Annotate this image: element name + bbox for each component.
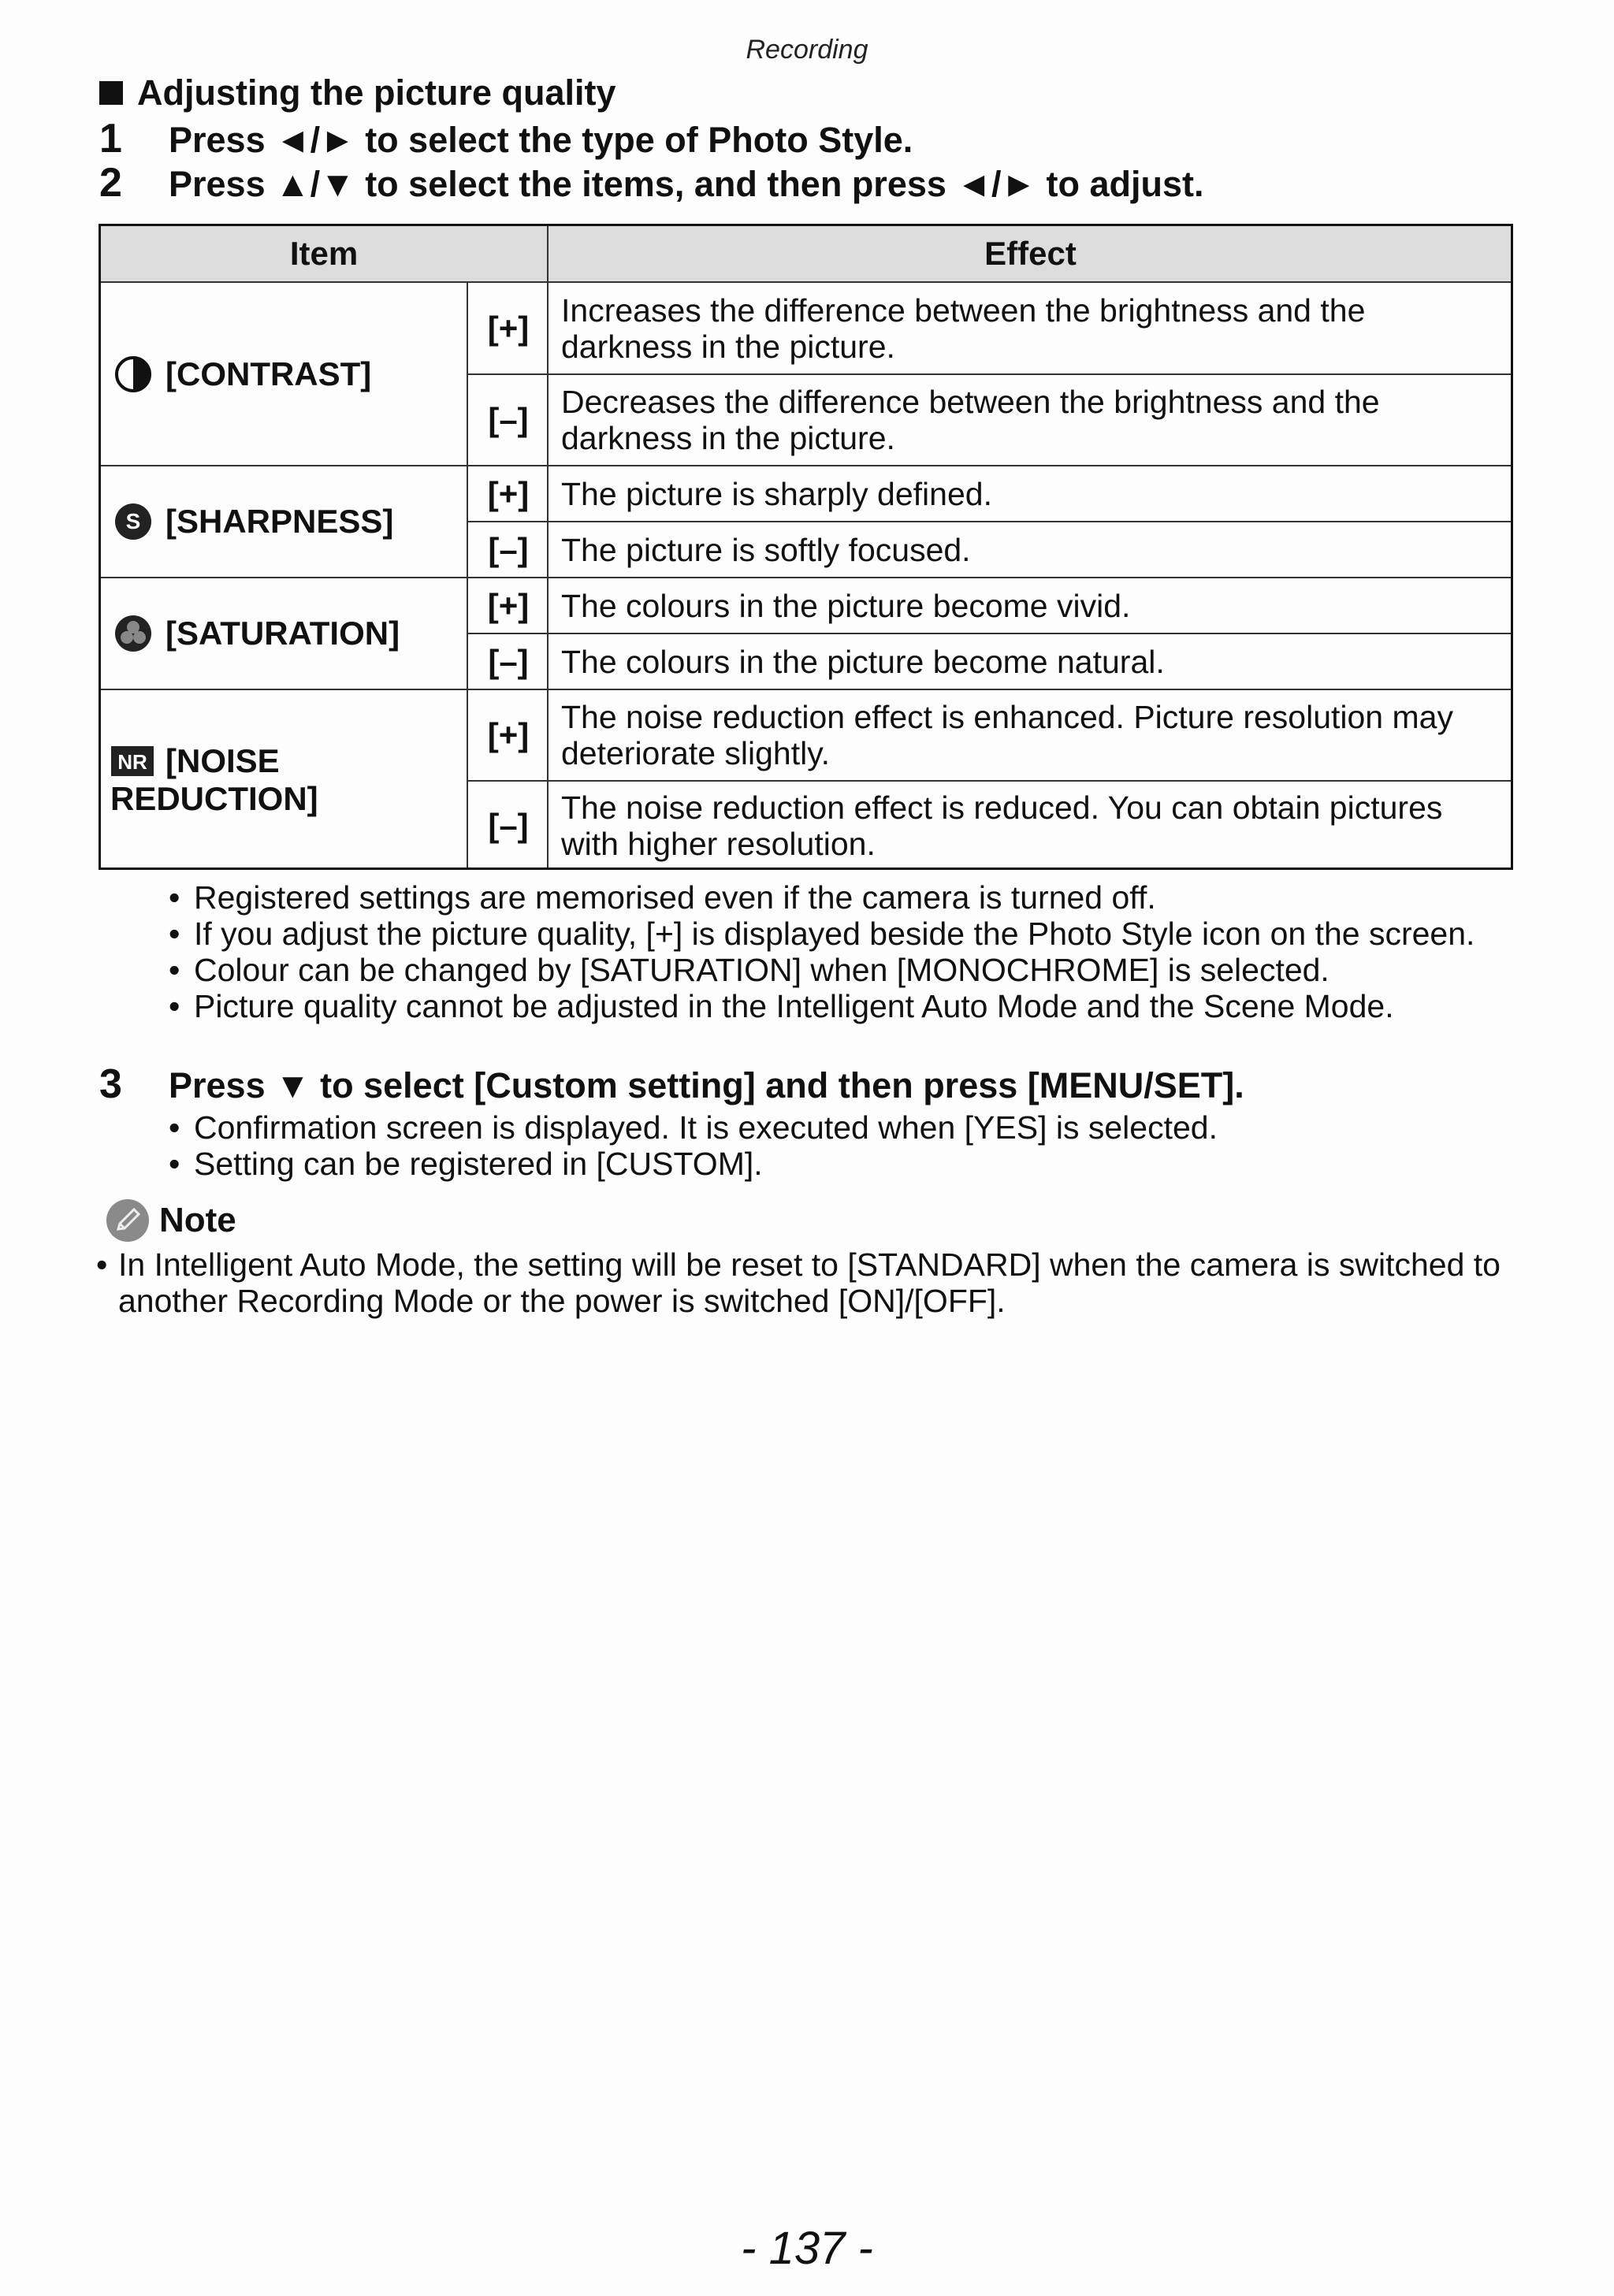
step-text: Press ▲/▼ to select the items, and then press ◄/► to adjust. bbox=[169, 164, 1204, 204]
plus-sign: [+] bbox=[487, 474, 530, 512]
plus-sign: [+] bbox=[487, 586, 530, 624]
step-number: 2 bbox=[99, 160, 122, 206]
table-row-saturation bbox=[101, 578, 467, 689]
svg-text:S: S bbox=[125, 509, 141, 533]
minus-sign: [–] bbox=[488, 401, 529, 438]
note-heading bbox=[104, 1198, 236, 1243]
item-label-line2: REDUCTION] bbox=[110, 780, 318, 817]
step-text: Press ▼ to select [Custom setting] and then press [MENU/SET]. bbox=[169, 1065, 1244, 1105]
section-title-text: Adjusting the picture quality bbox=[137, 72, 616, 113]
step-3 bbox=[99, 1061, 1244, 1108]
effect-text: The noise reduction effect is reduced. You can obtain pictures with higher resolution. bbox=[561, 789, 1443, 862]
pencil-note-icon bbox=[104, 1198, 151, 1243]
note-label: Note bbox=[159, 1201, 236, 1239]
effect-text: The colours in the picture become vivid. bbox=[561, 587, 1131, 624]
saturation-icon bbox=[113, 614, 153, 653]
note-text: • In Intelligent Auto Mode, the setting will be reset to [STANDARD] when the camera is switched to another Recording Mode or the power is switched [ON]/[OFF]. bbox=[96, 1246, 1501, 1319]
minus-sign: [–] bbox=[488, 807, 529, 844]
effect-text: The colours in the picture become natural. bbox=[561, 643, 1165, 680]
effect-text: The noise reduction effect is enhanced. Picture resolution may deteriorate slightly. bbox=[561, 699, 1453, 771]
square-bullet-icon bbox=[99, 81, 123, 105]
plus-sign: [+] bbox=[487, 716, 530, 753]
effect-text: Decreases the difference between the brightness and the darkness in the picture. bbox=[561, 384, 1380, 456]
list-item: • Picture quality cannot be adjusted in the Intelligent Auto Mode and the Scene Mode. bbox=[169, 988, 1394, 1024]
bullet-list-custom bbox=[169, 1109, 1524, 1182]
step-1 bbox=[99, 115, 913, 162]
item-label: [SATURATION] bbox=[165, 615, 400, 652]
effect-text: The picture is sharply defined. bbox=[561, 475, 992, 512]
bullet-list-settings bbox=[169, 879, 1524, 1024]
minus-sign: [–] bbox=[488, 642, 529, 680]
item-label: [SHARPNESS] bbox=[165, 503, 394, 540]
table-row-noise-reduction bbox=[101, 690, 467, 870]
column-header-item: Item bbox=[289, 235, 359, 272]
step-number: 1 bbox=[99, 116, 122, 162]
svg-text:NR: NR bbox=[117, 750, 147, 774]
minus-sign: [–] bbox=[488, 530, 529, 568]
table-row-contrast bbox=[101, 283, 467, 465]
table-row-sharpness bbox=[101, 466, 467, 577]
list-item: • Confirmation screen is displayed. It is executed when [YES] is selected. bbox=[169, 1109, 1218, 1146]
photo-style-adjust-table bbox=[99, 224, 1513, 870]
step-number: 3 bbox=[99, 1061, 122, 1107]
page-number: - 137 - bbox=[741, 2223, 873, 2274]
noise-reduction-icon bbox=[110, 745, 154, 777]
running-head: Recording bbox=[746, 35, 868, 65]
section-title bbox=[99, 72, 616, 113]
effect-text: The picture is softly focused. bbox=[561, 531, 971, 568]
effect-text: Increases the difference between the brightness and the darkness in the picture. bbox=[561, 292, 1366, 365]
list-item: • Colour can be changed by [SATURATION] when [MONOCHROME] is selected. bbox=[169, 952, 1330, 988]
step-2 bbox=[99, 159, 1203, 206]
step-text: Press ◄/► to select the type of Photo Style. bbox=[169, 120, 913, 160]
plus-sign: [+] bbox=[487, 309, 530, 347]
item-label: [CONTRAST] bbox=[165, 355, 372, 392]
column-header-effect: Effect bbox=[984, 235, 1077, 272]
list-item: • Registered settings are memorised even if the camera is turned off. bbox=[169, 879, 1156, 916]
sharpness-icon bbox=[113, 502, 153, 541]
contrast-icon bbox=[113, 355, 153, 394]
item-label: [NOISE bbox=[165, 742, 280, 779]
list-item: • If you adjust the picture quality, [+] is displayed beside the Photo Style icon on the screen. bbox=[169, 916, 1475, 952]
list-item: • Setting can be registered in [CUSTOM]. bbox=[169, 1146, 763, 1182]
